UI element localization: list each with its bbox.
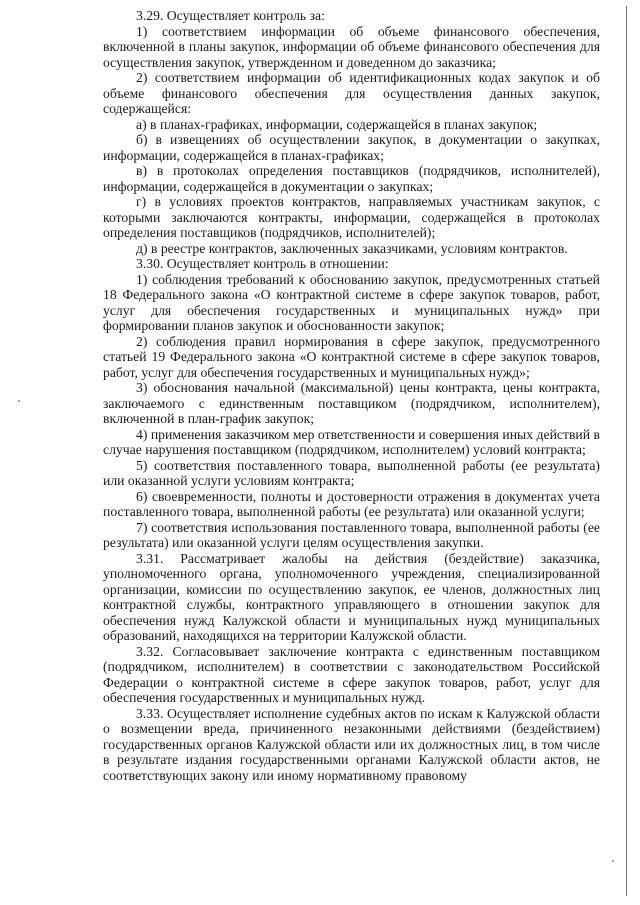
clause-3-30-item-1: 1) соблюдения требований к обоснованию закупок, предусмотренных статьей 18 Федерального закона «О контрактной системе в сфере закупок товаров, работ, услуг для обеспечения государственных и муниципальных нужд» при формировании планов закупок и обоснованности закупок; xyxy=(103,271,600,333)
scan-speck xyxy=(18,400,20,402)
clause-3-29-item-2v: в) в протоколах определения поставщиков (подрядчиков, исполнителей), информации, содержащейся в документации о закупках; xyxy=(103,163,600,194)
clause-3-29-item-2: 2) соответствием информации об идентификационных кодах закупок и об объеме финансового обеспечения для осуществления данных закупок, содержащейся: xyxy=(103,70,600,116)
clause-3-30-item-6: 6) своевременности, полноты и достоверности отражения в документах учета поставленного товара, выполненной работы (ее результата) или оказанной услуги; xyxy=(103,488,600,519)
clause-3-32: 3.32. Согласовывает заключение контракта с единственным поставщиком (подрядчиком, исполнителем) в соответствии с законодательством Российской Федерации о контрактной системе в сфере закупок товаров, работ, услуг для обеспечения государственных и муниципальных нужд. xyxy=(103,643,600,705)
scan-speck xyxy=(612,860,614,862)
clause-3-29-item-2a: а) в планах-графиках, информации, содержащейся в планах закупок; xyxy=(136,116,538,132)
clause-3-30-item-3: 3) обоснования начальной (максимальной) цены контракта, цены контракта, заключаемого с единственным поставщиком (подрядчиком, исполнителем), включенной в план-график закупок; xyxy=(103,380,600,426)
clause-3-29-item-1: 1) соответствием информации об объеме финансового обеспечения, включенной в планы закупок, информации об объеме финансового обеспечения для осуществления закупок, утвержденном и доведенном до заказчика; xyxy=(103,23,600,70)
scan-edge-line xyxy=(626,6,627,896)
clause-3-30-item-2: 2) соблюдения правил нормирования в сфере закупок, предусмотренного статьей 19 Федерального закона «О контрактной системе в сфере закупок товаров, работ, услуг для обеспечения государственных и муниципальных нужд»; xyxy=(103,333,600,380)
clause-3-29-item-2d: д) в реестре контрактов, заключенных заказчиками, условиям контрактов. xyxy=(136,240,568,256)
clause-3-29-heading: 3.29. Осуществляет контроль за: xyxy=(136,8,325,23)
clause-3-30-heading: 3.30. Осуществляет контроль в отношении: xyxy=(136,256,389,271)
clause-3-30-item-5: 5) соответствия поставленного товара, выполненной работы (ее результата) или оказанной услуги условиям контракта; xyxy=(103,457,600,488)
clause-3-29-item-2g: г) в условиях проектов контрактов, направляемых участникам закупок, с которыми заключаются контракты, информации, содержащейся в протоколах определения поставщиков (подрядчиков, исполнителей); xyxy=(103,194,600,240)
clause-3-30-item-4: 4) применения заказчиком мер ответственности и совершения иных действий в случае нарушения поставщиком (подрядчиком, исполнителем) условий контракта; xyxy=(103,426,600,457)
clause-3-33: 3.33. Осуществляет исполнение судебных актов по искам к Калужской области о возмещении вреда, причиненного незаконными действиями (бездействием) государственных органов Калужской области или их должностных лиц, в том числе в результате издания государственными органами Калужской области актов, не соответствующих закону или иному нормативному правовому xyxy=(103,705,600,783)
document-body xyxy=(103,8,600,783)
clause-3-30-item-7: 7) соответствия использования поставленного товара, выполненной работы (ее результата) или оказанной услуги целям осуществления закупки. xyxy=(103,519,600,550)
clause-3-29-item-2b: б) в извещениях об осуществлении закупок, в документации о закупках, информации, содержащейся в планах-графиках; xyxy=(103,132,600,163)
clause-3-31: 3.31. Рассматривает жалобы на действия (бездействие) заказчика, уполномоченного органа, уполномоченного учреждения, специализированной организации, комиссии по осуществлению закупок, ее членов, должностных лиц контрактной службы, контрактного управляющего в отношении закупок для обеспечения нужд Калужской области и муниципальных нужд муниципальных образований, находящихся на территории Калужской области. xyxy=(103,550,600,643)
